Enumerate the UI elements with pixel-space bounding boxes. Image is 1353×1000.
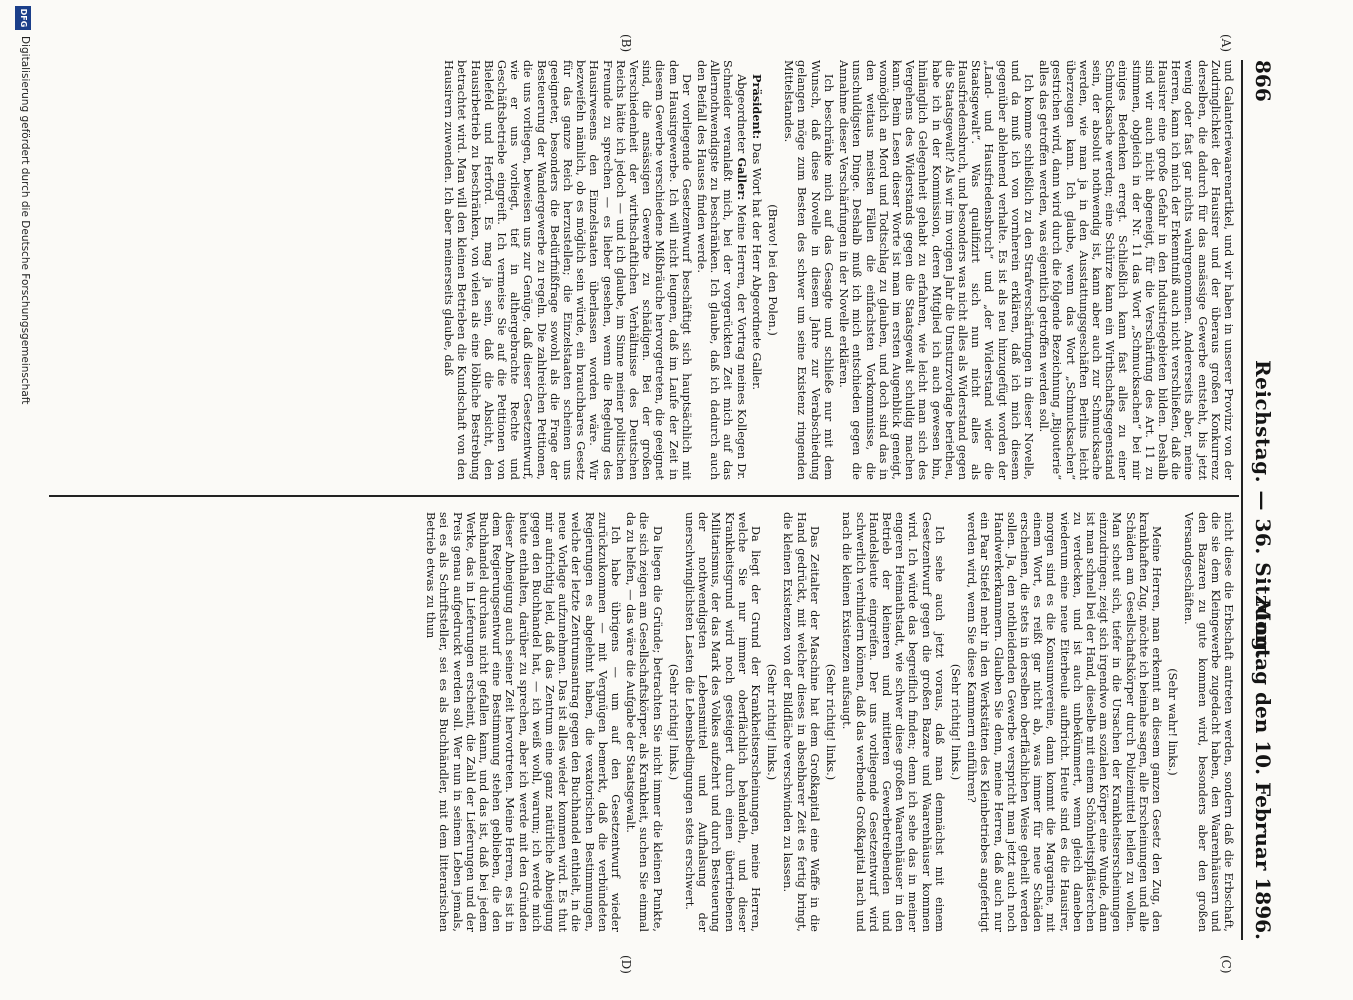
- left-paragraph: und Galanteriewaarenartikel, und wir haben in unserer Provinz von der Zudringlichkeit der Hausirer und der überaus großen Konkurrenz derselben, die dadurch für das ansässige Gewerbe entsteht, bis jetzt wenig oder fast gar nichts wahrgenommen. Andererseits aber, meine Herren, kann ich mich der Erkenntniß auch nicht verschließen, daß die Hausirer eine große Gefahr in den Industriegebieten bilden. Deshalb sind wir auch nicht abgeneigt, für die Verschärfung des Art. 11 zu stimmen, obgleich in der Nr. 11 das Wort „Schmucksachen“ bei mir einiges Bedenken erregt. Schließlich kann fast alles zu einer Schmucksache werden; eine Schürze kann ein Wirthschaftsgegenstand sein, der absolut nothwendig ist, kann aber auch zur Schmucksache werden, wie man ja in den Ausstattungsgeschäften Berlins leicht überzeugen kann. Ich glaube, wenn das Wort „Schmucksachen“ gestrichen wird, dann wird durch die folgende Bezeichnung „Bijouterie“ alles das getroffen werden, was eigentlich getroffen werden soll.: [1037, 60, 1235, 480]
- page-header: [1243, 60, 1283, 940]
- president-remark: [750, 60, 763, 480]
- right-column: [55, 512, 1235, 932]
- margin-mark-c: (C): [1219, 955, 1233, 974]
- right-paragraph: Ich sehe auch jetzt voraus, daß man demnächst mit einem Gesetzentwurf gegen die großen Bazare und Waarenhäuser kommen wird. Ich würde das begreiflich finden; denn ich sehe das in meiner engeren Heimathstadt, wie schwer diese großen Waarenhäuser in den Betrieb der kleineren und mittleren Gewerbetreibenden und Handelsleute eingreifen. Der uns vorliegende Gesetzentwurf wird schwerlich verhindern können, daß das werbende Großkapital nach und nach die kleinen Existenzen aufsaugt.: [840, 512, 946, 932]
- applause-note: (Bravo! bei den Polen.): [766, 204, 780, 336]
- page-number: 866: [1251, 60, 1275, 102]
- dfg-logo: DFG: [15, 6, 31, 30]
- left-paragraph: Ich komme schließlich zu den Strafverschärfungen in dieser Novelle, und da muß ich von vornherein erklären, daß ich mich diesem gegenüber ablehnend verhalte. Es ist als neu hinzugefügt worden der „Land- und Hausfriedensbruch“ und „der Widerstand wider die Staatsgewalt“. Was qualifizirt sich nun nicht alles als Hausfriedensbruch, und besonders was nicht alles als Widerstand gegen die Staatsgewalt? Als wir im vorigen Jahr die Umsturzvorlage berietheu, habe ich in der Kommission, deren Mitglied ich auch gewesen bin, hinlänglich Gelegenheit gehabt zu erfahren, wie leicht man sich des Vergehens des Widerstands gegen die Staatsgewalt schuldig machen kann. Beim Lesen dieser Worte ist man im ersten Augenblick geneigt, womöglich an Mord und Todtschlag zu glauben, und doch sind das in den weitaus meisten Fällen die einfachsten Vorkommnisse, die unschuldigsten Dinge. Deshalb muß ich mich entschieden gegen die Annahme dieser Verschärfungen in der Novelle erklären.: [837, 60, 1035, 480]
- right-paragraph: Das Zeitalter der Maschine hat dem Großkapital eine Waffe in die Hand gedrückt, mit welcher dieses in absehbarer Zeit es fertig bringt, die kleinen Existenzen von der Bildfläche verschwinden zu lassen.: [781, 512, 821, 932]
- margin-mark-d: (D): [619, 955, 633, 974]
- session-date: Montag den 10. Februar 1896.: [1251, 598, 1275, 940]
- speaker-intro: Abgeordneter: [734, 74, 748, 154]
- applause-note: (Sehr richtig! links.): [666, 663, 680, 781]
- session-title: Reichstag. — 36. Sitzung.: [1251, 360, 1275, 659]
- applause-note: (Sehr richtig! links.): [948, 663, 962, 781]
- left-column: [55, 60, 1235, 480]
- header-rule: [1241, 60, 1243, 940]
- applause-note: (Sehr richtig! links.): [765, 663, 779, 781]
- president-text: Das Wort hat der Herr Abgeordnete Galler.: [749, 142, 763, 390]
- left-paragraph: Der vorliegende Gesetzentwurf beschäftigt sich hauptsächlich mit dem Hausirgewerbe. Ich will nicht leugnen, daß im Laufe der Zeit in diesem Gewerbe verschiedene Mißbräuche hervorgetreten, die geeignet sind, die ansässigen Gewerbe zu schädigen. Bei der großen Verschiedenheit der wirthschaftlichen Verhältnisse des Deutschen Reichs hätte ich jedoch — und ich glaube, im Sinne meiner politischen Freunde zu sprechen — es lieber gesehen, wenn die Regelung des Hausirwesens den Einzelstaaten überlassen worden wäre. Wir bezweifeln nämlich, ob es möglich sein würde, ein brauchbares Gesetz für das ganze Reich herzustellen; die Einzelstaaten scheinen uns geeigneter, besonders die Bedürfnißfrage sowohl als die Frage der Besteuerung der Wandergewerbe zu regeln. Die zahlreichen Petitionen, die uns vorliegen, beweisen uns zur Genüge, daß dieser Gesetzentwurf, wie er uns vorliegt, tief in althergebrachte Rechte und Geschäftsbetriebe eingreift. Ich vermeise Sie auf die Petitionen von Bielefeld und Herford. Es mag ja sein, daß die Absicht, den Hausirbetrieb zu beschränken, von vielen als eine löbliche Bestrebung betrachtet wird. Man will den kleinen Betrieben die Kundschaft von den Hausirern zuwenden. Ich aber meinerseits glaube, daß: [442, 60, 693, 480]
- margin-mark-b: (B): [619, 34, 633, 53]
- applause-note: (Sehr richtig! links.): [824, 663, 838, 781]
- margin-mark-a: (A): [1219, 34, 1233, 53]
- right-paragraph: Meine Herren, man erkennt an diesem ganzen Gesetz den Zug, den krankhaften Zug, möchte ich beinahe sagen, alle Erscheinungen und alle Schäden am Gesellschaftskörper durch Polizeimittel heilen zu wollen. Man scheut sich, tiefer in die Ursachen der Krankheitserscheinungen einzudringen; zeigt sich irgendwo am sozialen Körper eine Wunde, dann ist man schnell bei der Hand, dieselbe mit einem Schönheitspflästerchen zu verdecken, und ist auch unbekümmert, wenn gleich daneben wiederum eine neue Eiterbeule aufbricht. Heute sind es die Hausirer, morgen sind es die Konsumvereine, dann kommt die Margarine, mit einem Wort, es reißt gar nicht ab, was immer für neue Schäden erscheinen, die stets in derselben oberflächlichen Weise geheilt werden sollen. Ja, den nothleidenden Gewerbe verspricht man jetzt auch noch Handwerkerkammern. Glauben Sie denn, meine Herren, daß auch nur ein Paar Stiefel mehr in den Werkstätten des Kleinbetriebes angefertigt werden wird, wenn Sie diese Kammern einführen?: [965, 512, 1163, 932]
- speaker-name: Galler:: [734, 157, 749, 201]
- right-paragraph: Da liegen die Gründe; betrachten Sie nicht immer die kleinen Punkte, die sich zeigen am Gesellschaftskörper, als Krankheit, suchen Sie einmal da zu helfen, — das wäre die Aufgabe der Staatsgewalt.: [624, 512, 664, 932]
- right-paragraph: Ich habe übrigens — um auf den Gesetzentwurf wieder zurückzukommen — mit Vergnügen bemerkt, daß die verbündeten Regierungen es abgelehnt haben, die vexatorischen Bestimmungen, welche der letzte Zentrumsantrag gegen den Buchhandel enthielt, in die neue Vorlage aufzunehmen. Das ist alles wieder kommen wird. Es thut mir aufrichtig leid, daß das Zentrum eine ganz natürliche Abneigung gegen den Buchhandel hat, — ich weiß wohl, warum; ich werde mich heute enthalten, darüber zu sprechen, aber ich werde mit den Gründen dieser Abneigung auch seiner Zeit hervortreten. Meine Herren, es ist in dem Regierungsentwurf eine Bestimmung stehen geblieben, die den Buchhandel durchaus nicht gefallen kann, und das ist, daß bei jedem Werke, das in Lieferungen erscheint, die Zahl der Lieferungen und der Preis genau aufgedruckt werden soll. Wer nun in seinem Leben jemals, sei es als Schriftsteller, sei es als Buchhändler, mit dem litterarischen Betrieb etwas zu thun: [424, 512, 623, 932]
- digitization-footer: [9, 0, 33, 1000]
- president-label: Präsident:: [749, 74, 764, 140]
- right-paragraph: Da liegt der Grund der Krankheitserscheinungen, meine Herren, welche Sie nur immer oberflächlich behandeln, und dieser Krankheitsgrund wird noch gesteigert durch einen übertriebenen Militarismus, der das Mark des Volkes aufzehrt und durch Besteuerung der nothwendigsten Lebensmittel und Aufhalsung der unerschwinglichsten Lasten die Lebensbedingungen stets erschwert.: [683, 512, 763, 932]
- speaker-line: [695, 60, 748, 480]
- column-divider: [49, 495, 1239, 497]
- speech-opening: Meine Herren, der Vortrag meines Kollegen Dr. Schneider veranlaßt mich, bei der vorgerückten Zeit mich auf das Allernothwendigste zu beschränken. Ich glaube, daß ich dadurch auch den Beifall des Hauses finden werde.: [695, 60, 748, 480]
- left-paragraph: Ich beschränke mich auf das Gesagte und schließe nur mit dem Wunsch, daß diese Novelle in diesem Jahre zur Verabschiedung gelangen möge zum Besten des schwer um seine Existenz ringenden Mittelstandes.: [782, 60, 835, 480]
- right-paragraph: nicht diese die Erbschaft antreten werden, sondern daß die Erbschaft, die sie dem Kleingewerbe zugedacht haben, den Waarenhäusern und den Bazaren zu gute kommen wird, besonders aber den großen Versandgeschäften.: [1182, 512, 1235, 932]
- applause-note: (Sehr wahr! links.): [1166, 668, 1180, 776]
- digitization-credit: Digitalisierung gefördert durch die Deutsche Forschungsgemeinschaft: [19, 36, 31, 405]
